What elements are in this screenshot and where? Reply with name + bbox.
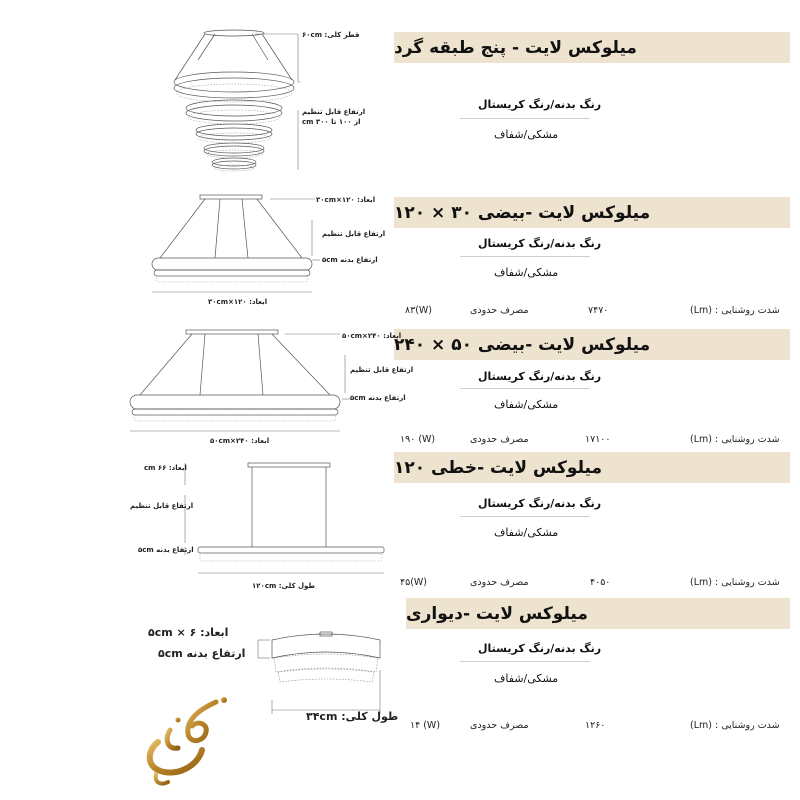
divider bbox=[460, 256, 590, 257]
luminous-label-4: شدت روشنایی : (Lm) bbox=[690, 577, 780, 588]
consumption-value-2: ۸۳(W) bbox=[405, 305, 433, 316]
diagram-5-body-height: ارتفاع بدنه ۵cm bbox=[158, 647, 246, 660]
divider bbox=[460, 388, 590, 389]
product-5-title: میلوکس لایت -دیواری bbox=[406, 598, 790, 629]
body-color-value-3: مشکی/شفاف bbox=[494, 398, 559, 411]
diagram-1-adj-range: از ۱۰۰ تا ۳۰۰ cm bbox=[302, 118, 361, 126]
body-color-header-3: رنگ بدنه/رنگ کریستال bbox=[478, 370, 602, 383]
diagram-2-bottom: ابعاد: ۱۲۰×۳۰cm bbox=[208, 298, 268, 306]
logo-calligraphy-icon bbox=[128, 690, 238, 790]
body-color-header-2: رنگ بدنه/رنگ کریستال bbox=[478, 237, 602, 250]
oval-chandelier-large-drawing bbox=[0, 325, 360, 445]
oval-chandelier-small-drawing bbox=[0, 190, 320, 310]
consumption-value-4: ۴۵(W) bbox=[400, 577, 428, 588]
body-color-header-1: رنگ بدنه/رنگ کریستال bbox=[478, 98, 602, 111]
consumption-label-3: مصرف حدودی bbox=[470, 434, 529, 445]
luminous-label-2: شدت روشنایی : (Lm) bbox=[690, 305, 780, 316]
diagram-1-dia: قطر کلی: ۶۰cm bbox=[302, 31, 360, 39]
diagram-4-dim: ابعاد: ۶۶ cm bbox=[144, 464, 187, 472]
consumption-label-5: مصرف حدودی bbox=[470, 720, 529, 731]
diagram-2-adj-height: ارتفاع قابل تنظیم bbox=[322, 230, 386, 238]
divider bbox=[460, 118, 590, 119]
diagram-2-body-height: ارتفاع بدنه ۵cm bbox=[322, 256, 378, 264]
product-3-title: میلوکس لایت -بیضی ۵۰ × ۲۴۰ bbox=[394, 329, 790, 360]
luminous-value-2: ۷۴۷۰ bbox=[588, 305, 609, 316]
consumption-value-3: ۱۹۰ (W) bbox=[400, 434, 436, 445]
luminous-value-5: ۱۲۶۰ bbox=[585, 720, 606, 731]
body-color-value-2: مشکی/شفاف bbox=[494, 266, 559, 279]
tiered-ring-chandelier-drawing bbox=[0, 0, 300, 175]
linear-chandelier-drawing bbox=[0, 455, 400, 595]
product-1-title: میلوکس لایت - پنج طبقه گرد bbox=[394, 32, 790, 63]
diagram-3-dim: ابعاد: ۲۴۰×۵۰cm bbox=[342, 332, 402, 340]
consumption-label-4: مصرف حدودی bbox=[470, 577, 529, 588]
divider bbox=[460, 516, 590, 517]
luminous-label-5: شدت روشنایی : (Lm) bbox=[690, 720, 780, 731]
product-2-title: میلوکس لایت -بیضی ۳۰ × ۱۲۰ bbox=[394, 197, 790, 228]
product-4-title: میلوکس لایت -خطی ۱۲۰ bbox=[394, 452, 790, 483]
body-color-value-5: مشکی/شفاف bbox=[494, 672, 559, 685]
body-color-value-4: مشکی/شفاف bbox=[494, 526, 559, 539]
diagram-4-adj-height: ارتفاع قابل تنظیم bbox=[130, 502, 194, 510]
luminous-value-3: ۱۷۱۰۰ bbox=[585, 434, 611, 445]
diagram-5-dim: ابعاد: ۶ × ۵cm bbox=[148, 626, 229, 639]
diagram-2-dim: ابعاد: ۱۲۰×۳۰cm bbox=[316, 196, 376, 204]
diagram-3-adj-height: ارتفاع قابل تنظیم bbox=[350, 366, 414, 374]
body-color-value-1: مشکی/شفاف bbox=[494, 128, 559, 141]
luminous-label-3: شدت روشنایی : (Lm) bbox=[690, 434, 780, 445]
diagram-3-body-height: ارتفاع بدنه ۵cm bbox=[350, 394, 406, 402]
luminous-value-4: ۴۰۵۰ bbox=[590, 577, 611, 588]
body-color-header-5: رنگ بدنه/رنگ کریستال bbox=[478, 642, 602, 655]
consumption-label-2: مصرف حدودی bbox=[470, 305, 529, 316]
brand-logo bbox=[128, 690, 238, 790]
consumption-value-5: ۱۴ (W) bbox=[410, 720, 441, 731]
diagram-4-body-height: ارتفاع بدنه ۵cm bbox=[138, 546, 194, 554]
diagram-3-bottom: ابعاد: ۲۴۰×۵۰cm bbox=[210, 437, 270, 445]
diagram-1-adj-height: ارتفاع قابل تنظیم bbox=[302, 108, 366, 116]
diagram-4-bottom: طول کلی: ۱۲۰cm bbox=[252, 582, 316, 590]
divider bbox=[460, 661, 590, 662]
diagram-5-bottom: طول کلی: ۳۴cm bbox=[306, 710, 399, 723]
body-color-header-4: رنگ بدنه/رنگ کریستال bbox=[478, 497, 602, 510]
